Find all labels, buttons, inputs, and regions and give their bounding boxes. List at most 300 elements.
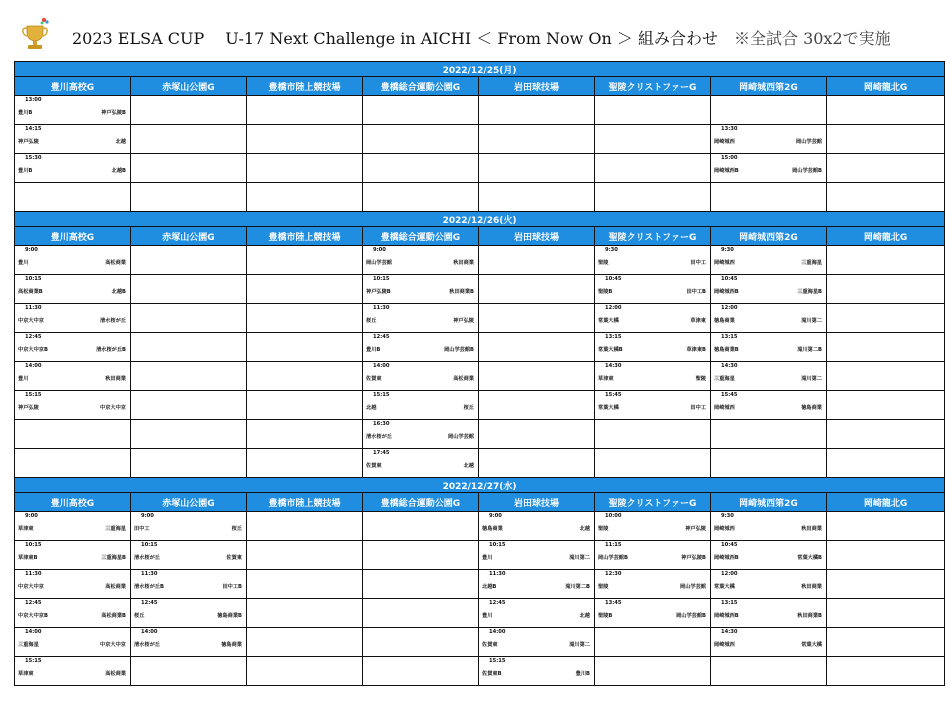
empty-cell <box>131 154 247 183</box>
venue-header: 豊橋市陸上競技場 <box>247 77 363 96</box>
match-cell <box>363 449 479 478</box>
away-team: 豊川B <box>575 671 590 677</box>
kickoff-time: 10:15 <box>25 542 42 548</box>
match-cell <box>595 333 711 362</box>
match-cell <box>15 512 131 541</box>
match-row <box>15 125 945 154</box>
match-cell <box>15 628 131 657</box>
empty-cell <box>595 657 711 686</box>
match-cell <box>131 541 247 570</box>
match <box>595 275 710 303</box>
match-row <box>15 154 945 183</box>
page-title <box>72 26 891 49</box>
empty-cell <box>131 125 247 154</box>
empty-cell <box>363 154 479 183</box>
away-team: 秋田商業 <box>453 260 474 266</box>
away-team: 滝川第二 <box>801 376 822 382</box>
empty-cell <box>247 333 363 362</box>
kickoff-time: 12:00 <box>721 305 738 311</box>
empty-cell <box>247 541 363 570</box>
match-row <box>15 628 945 657</box>
away-team: 高松商業 <box>453 376 474 382</box>
away-team: 秋田商業 <box>801 526 822 532</box>
home-team: 豊川 <box>18 260 29 266</box>
away-team: 岡山学芸館 <box>448 434 474 440</box>
kickoff-time: 15:45 <box>605 392 622 398</box>
empty-cell <box>479 275 595 304</box>
home-team: 岡崎城西B <box>714 555 739 561</box>
match-row <box>15 541 945 570</box>
empty-cell <box>479 333 595 362</box>
match-cell <box>711 246 827 275</box>
kickoff-time: 12:30 <box>605 571 622 577</box>
title-main: 2023 ELSA CUP U-17 Next Challenge in AICHI ＜ From Now On ＞ 組み合わせ <box>72 29 718 48</box>
kickoff-time: 10:45 <box>721 276 738 282</box>
away-team: 田中工B <box>222 584 242 590</box>
away-team: 桜丘 <box>463 405 474 411</box>
match <box>711 628 826 656</box>
away-team: 三重海星B <box>101 555 126 561</box>
home-team: 佐賀東B <box>482 671 502 677</box>
venue-header: 聖陵クリストファーG <box>595 227 711 246</box>
kickoff-time: 14:00 <box>141 629 158 635</box>
match-row <box>15 275 945 304</box>
home-team: 豊川B <box>18 110 33 116</box>
page-header <box>0 0 951 58</box>
kickoff-time: 11:30 <box>25 305 42 311</box>
empty-cell <box>363 183 479 212</box>
away-team: 三重海星B <box>797 289 822 295</box>
home-team: 常葉大橘 <box>598 318 619 324</box>
title-note: ※全試合 30x2で実施 <box>733 29 891 48</box>
empty-cell <box>131 275 247 304</box>
date-row <box>15 478 945 493</box>
match <box>711 512 826 540</box>
home-team: 清水桜が丘 <box>134 555 160 561</box>
home-team: 草津東 <box>18 671 34 677</box>
kickoff-time: 15:45 <box>721 392 738 398</box>
empty-cell <box>827 512 945 541</box>
kickoff-time: 9:00 <box>141 513 154 519</box>
match <box>711 362 826 390</box>
empty-cell <box>131 96 247 125</box>
match-row <box>15 420 945 449</box>
home-team: 岡崎城西B <box>714 289 739 295</box>
venue-header: 岩田球技場 <box>479 227 595 246</box>
match-row <box>15 512 945 541</box>
kickoff-time: 10:45 <box>605 276 622 282</box>
home-team: 岡崎城西 <box>714 139 735 145</box>
venue-header: 豊橋総合運動公園G <box>363 77 479 96</box>
venue-header: 聖陵クリストファーG <box>595 493 711 512</box>
venue-header: 豊橋市陸上競技場 <box>247 227 363 246</box>
date-row <box>15 212 945 227</box>
empty-cell <box>131 449 247 478</box>
home-team: 岡崎城西B <box>714 168 739 174</box>
match-row <box>15 304 945 333</box>
venue-header: 岩田球技場 <box>479 77 595 96</box>
away-team: 秋田商業 <box>801 584 822 590</box>
match <box>595 362 710 390</box>
home-team: 常葉大橘 <box>714 584 735 590</box>
empty-cell <box>595 420 711 449</box>
away-team: 中京大中京 <box>100 642 126 648</box>
empty-cell <box>479 246 595 275</box>
kickoff-time: 12:45 <box>25 600 42 606</box>
kickoff-time: 15:15 <box>25 658 42 664</box>
empty-cell <box>15 420 131 449</box>
kickoff-time: 10:15 <box>141 542 158 548</box>
empty-cell <box>827 657 945 686</box>
date-heading: 2022/12/27(水) <box>15 478 945 493</box>
empty-cell <box>827 304 945 333</box>
match <box>595 541 710 569</box>
home-team: 北越B <box>482 584 497 590</box>
match <box>363 420 478 448</box>
venue-header: 赤塚山公園G <box>131 493 247 512</box>
home-team: 桜丘 <box>134 613 145 619</box>
away-team: 岡山学芸館 <box>680 584 706 590</box>
empty-cell <box>247 420 363 449</box>
empty-cell <box>131 391 247 420</box>
match <box>711 570 826 598</box>
away-team: 北越B <box>111 289 126 295</box>
empty-cell <box>595 96 711 125</box>
empty-cell <box>247 391 363 420</box>
empty-cell <box>131 657 247 686</box>
match-cell <box>363 420 479 449</box>
kickoff-time: 15:15 <box>25 392 42 398</box>
home-team: 豊川B <box>366 347 381 353</box>
home-team: 岡崎城西 <box>714 642 735 648</box>
empty-cell <box>827 246 945 275</box>
match <box>711 391 826 419</box>
match <box>711 275 826 303</box>
empty-cell <box>827 449 945 478</box>
match <box>363 275 478 303</box>
kickoff-time: 12:00 <box>605 305 622 311</box>
away-team: 滝川第二 <box>801 318 822 324</box>
home-team: 聖陵 <box>598 526 609 532</box>
home-team: 清水桜が丘 <box>134 642 160 648</box>
empty-cell <box>247 304 363 333</box>
away-team: 高松商業 <box>105 671 126 677</box>
match <box>131 599 246 627</box>
date-row <box>15 62 945 77</box>
match-row <box>15 246 945 275</box>
home-team: 岡山学芸館 <box>366 260 392 266</box>
empty-cell <box>827 541 945 570</box>
match <box>595 512 710 540</box>
empty-cell <box>827 125 945 154</box>
match-cell <box>711 628 827 657</box>
home-team: 岡崎城西 <box>714 260 735 266</box>
match <box>363 246 478 274</box>
kickoff-time: 13:30 <box>721 126 738 132</box>
home-team: 清水桜が丘B <box>134 584 164 590</box>
home-team: 中京大中京B <box>18 613 48 619</box>
kickoff-time: 9:00 <box>489 513 502 519</box>
home-team: 神戸弘陵B <box>366 289 391 295</box>
away-team: 岡山学芸館 <box>796 139 822 145</box>
home-team: 常葉大橘B <box>598 347 623 353</box>
venue-header: 岡崎龍北G <box>827 493 945 512</box>
match <box>15 275 130 303</box>
empty-cell <box>247 512 363 541</box>
home-team: 岡崎城西 <box>714 405 735 411</box>
match-cell <box>711 512 827 541</box>
venue-header: 豊橋総合運動公園G <box>363 227 479 246</box>
empty-cell <box>711 183 827 212</box>
empty-cell <box>131 246 247 275</box>
venue-header: 豊川高校G <box>15 493 131 512</box>
away-team: 神戸弘陵 <box>685 526 706 532</box>
home-team: 神戸弘陵 <box>18 405 39 411</box>
match <box>363 333 478 361</box>
venue-header-row <box>15 77 945 96</box>
empty-cell <box>247 628 363 657</box>
home-team: 北越 <box>366 405 377 411</box>
match <box>479 628 594 656</box>
kickoff-time: 15:30 <box>25 155 42 161</box>
empty-cell <box>827 96 945 125</box>
venue-header: 岡崎城西第2G <box>711 227 827 246</box>
match <box>479 657 594 685</box>
kickoff-time: 15:15 <box>373 392 390 398</box>
match-cell <box>595 304 711 333</box>
empty-cell <box>247 183 363 212</box>
home-team: 中京大中京 <box>18 318 44 324</box>
match <box>711 246 826 274</box>
away-team: 神戸弘陵 <box>453 318 474 324</box>
match-row <box>15 362 945 391</box>
match <box>15 657 130 685</box>
match <box>15 628 130 656</box>
match-cell <box>363 333 479 362</box>
away-team: 岡山学芸館B <box>792 168 822 174</box>
match-row <box>15 657 945 686</box>
home-team: 豊川 <box>18 376 29 382</box>
empty-cell <box>247 570 363 599</box>
match-row <box>15 599 945 628</box>
home-team: 中京大中京B <box>18 347 48 353</box>
kickoff-time: 17:45 <box>373 450 390 456</box>
kickoff-time: 12:45 <box>489 600 506 606</box>
empty-cell <box>247 449 363 478</box>
match-cell <box>595 246 711 275</box>
kickoff-time: 11:30 <box>141 571 158 577</box>
match-cell <box>711 304 827 333</box>
away-team: 神戸弘陵B <box>101 110 126 116</box>
empty-cell <box>247 657 363 686</box>
empty-cell <box>363 570 479 599</box>
away-team: 神戸弘陵B <box>681 555 706 561</box>
home-team: 佐賀東 <box>366 463 382 469</box>
match <box>131 628 246 656</box>
match-cell <box>15 599 131 628</box>
home-team: 中京大中京 <box>18 584 44 590</box>
match <box>15 246 130 274</box>
match <box>595 333 710 361</box>
match <box>479 512 594 540</box>
venue-header: 赤塚山公園G <box>131 77 247 96</box>
empty-cell <box>479 96 595 125</box>
kickoff-time: 13:00 <box>25 97 42 103</box>
empty-cell <box>479 391 595 420</box>
kickoff-time: 9:00 <box>373 247 386 253</box>
empty-cell <box>247 246 363 275</box>
kickoff-time: 10:15 <box>489 542 506 548</box>
empty-cell <box>363 541 479 570</box>
match <box>595 304 710 332</box>
home-team: 神戸弘陵 <box>18 139 39 145</box>
match <box>479 570 594 598</box>
venue-header: 豊橋総合運動公園G <box>363 493 479 512</box>
empty-cell <box>827 183 945 212</box>
match-cell <box>131 599 247 628</box>
away-team: 桜丘 <box>231 526 242 532</box>
match-cell <box>479 657 595 686</box>
away-team: 田中工 <box>690 405 706 411</box>
away-team: 滝川第二B <box>565 584 590 590</box>
match <box>131 570 246 598</box>
match-cell <box>15 333 131 362</box>
date-heading: 2022/12/26(火) <box>15 212 945 227</box>
empty-cell <box>247 96 363 125</box>
empty-cell <box>363 125 479 154</box>
match-row <box>15 391 945 420</box>
away-team: 高松商業B <box>101 613 126 619</box>
kickoff-time: 14:30 <box>605 363 622 369</box>
date-heading: 2022/12/25(月) <box>15 62 945 77</box>
match <box>15 154 130 182</box>
match-cell <box>15 125 131 154</box>
match-cell <box>15 362 131 391</box>
away-team: 常葉大橘B <box>797 555 822 561</box>
kickoff-time: 16:30 <box>373 421 390 427</box>
kickoff-time: 11:15 <box>605 542 622 548</box>
empty-cell <box>595 154 711 183</box>
match-cell <box>595 599 711 628</box>
empty-cell <box>247 599 363 628</box>
away-team: 草津東 <box>690 318 706 324</box>
kickoff-time: 10:15 <box>25 276 42 282</box>
kickoff-time: 11:30 <box>373 305 390 311</box>
venue-header: 豊川高校G <box>15 77 131 96</box>
away-team: 聖陵 <box>695 376 706 382</box>
match <box>479 599 594 627</box>
venue-header: 豊川高校G <box>15 227 131 246</box>
empty-cell <box>247 275 363 304</box>
kickoff-time: 14:00 <box>25 629 42 635</box>
empty-cell <box>827 391 945 420</box>
match-cell <box>479 599 595 628</box>
empty-cell <box>363 628 479 657</box>
venue-header: 聖陵クリストファーG <box>595 77 711 96</box>
away-team: 秋田商業B <box>797 613 822 619</box>
match-cell <box>711 570 827 599</box>
home-team: 三重海星 <box>18 642 39 648</box>
home-team: 聖陵B <box>598 613 613 619</box>
match-cell <box>711 362 827 391</box>
match <box>131 541 246 569</box>
schedule-table <box>14 61 945 686</box>
empty-cell <box>827 570 945 599</box>
match <box>15 391 130 419</box>
home-team: 岡崎城西 <box>714 526 735 532</box>
empty-cell <box>711 657 827 686</box>
away-team: 北越 <box>579 526 590 532</box>
empty-cell <box>15 449 131 478</box>
away-team: 北越 <box>579 613 590 619</box>
empty-cell <box>827 154 945 183</box>
empty-cell <box>131 304 247 333</box>
match-cell <box>131 570 247 599</box>
home-team: 佐賀東 <box>366 376 382 382</box>
match-cell <box>131 628 247 657</box>
match <box>595 246 710 274</box>
empty-cell <box>247 362 363 391</box>
kickoff-time: 14:30 <box>721 629 738 635</box>
match-cell <box>15 96 131 125</box>
away-team: 中京大中京 <box>100 405 126 411</box>
empty-cell <box>363 96 479 125</box>
home-team: 草津東 <box>598 376 614 382</box>
away-team: 徳島商業 <box>801 405 822 411</box>
match <box>363 362 478 390</box>
away-team: 北越 <box>115 139 126 145</box>
kickoff-time: 14:00 <box>489 629 506 635</box>
match <box>711 154 826 182</box>
match-cell <box>15 657 131 686</box>
empty-cell <box>711 449 827 478</box>
empty-cell <box>131 183 247 212</box>
match <box>363 449 478 477</box>
match-cell <box>711 599 827 628</box>
away-team: 佐賀東 <box>226 555 242 561</box>
away-team: 秋田商業B <box>449 289 474 295</box>
match-cell <box>711 154 827 183</box>
match-cell <box>595 275 711 304</box>
kickoff-time: 13:45 <box>605 600 622 606</box>
match <box>15 304 130 332</box>
match <box>15 125 130 153</box>
kickoff-time: 12:45 <box>25 334 42 340</box>
match-cell <box>711 391 827 420</box>
kickoff-time: 14:00 <box>25 363 42 369</box>
match <box>15 541 130 569</box>
venue-header: 岡崎城西第2G <box>711 493 827 512</box>
empty-cell <box>479 154 595 183</box>
home-team: 岡山学芸館B <box>598 555 628 561</box>
away-team: 北越 <box>463 463 474 469</box>
match-cell <box>595 362 711 391</box>
empty-cell <box>711 420 827 449</box>
kickoff-time: 11:30 <box>489 571 506 577</box>
away-team: 秋田商業 <box>105 376 126 382</box>
match-cell <box>711 275 827 304</box>
kickoff-time: 13:15 <box>605 334 622 340</box>
empty-cell <box>827 599 945 628</box>
home-team: 草津東 <box>18 526 34 532</box>
kickoff-time: 10:45 <box>721 542 738 548</box>
match-cell <box>595 541 711 570</box>
venue-header-row <box>15 227 945 246</box>
home-team: 聖陵 <box>598 260 609 266</box>
away-team: 徳島商業 <box>221 642 242 648</box>
match-cell <box>363 362 479 391</box>
home-team: 常葉大橘 <box>598 405 619 411</box>
